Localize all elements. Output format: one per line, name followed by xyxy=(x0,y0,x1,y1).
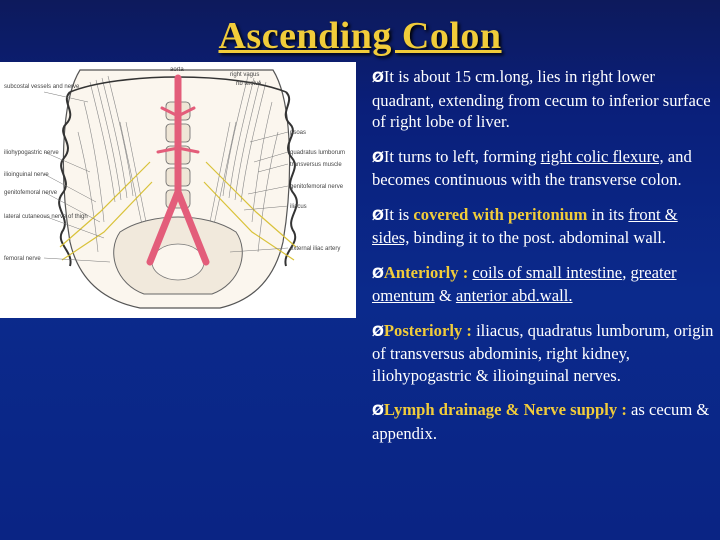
figure-label-left-4: genitofemoral nerve xyxy=(4,190,58,196)
highlighted-term: Lymph drainage & Nerve supply : xyxy=(383,400,627,419)
bullet-text: binding it to the post. abdominal wall. xyxy=(409,228,667,247)
underlined-term: anterior abd.wall. xyxy=(455,286,573,305)
arrow-bullet-icon: Ø xyxy=(372,207,384,224)
figure-label-right-6: transversus muscle xyxy=(290,162,342,168)
figure-label-right-8: iliacus xyxy=(290,204,307,210)
bullet-course xyxy=(372,146,717,191)
bullet-text: It is about 15 cm.long, lies in right lower quadrant, extending from cecum to inferior surface of right lobe of liver. xyxy=(372,67,711,131)
underlined-term: front & sides, xyxy=(372,204,678,247)
figure-label-right-4: psoas xyxy=(290,130,307,136)
underlined-term: coils of small intestine xyxy=(472,262,623,282)
bullet-anterior-relations xyxy=(372,262,717,307)
figure-label-right-1: aorta xyxy=(170,67,184,73)
underlined-term: right colic flexure, xyxy=(540,146,664,166)
bullet-text: as cecum & appendix. xyxy=(372,400,710,443)
bullet-text: in its xyxy=(587,204,629,224)
figure-label-right-9: external iliac artery xyxy=(290,246,341,252)
arrow-bullet-icon: Ø xyxy=(372,323,384,340)
figure-label-right-3: rib twelve xyxy=(236,81,262,87)
highlighted-term: Posteriorly : xyxy=(383,320,472,340)
bullet-text: and becomes continuous with the transverse colon. xyxy=(372,146,692,189)
bullet-lymph-nerve xyxy=(372,399,717,444)
highlighted-term: Anteriorly : xyxy=(383,262,469,282)
anatomy-figure xyxy=(0,62,356,318)
figure-label-left-1: subcostal vessels and nerve xyxy=(4,84,80,90)
bullet-peritoneum xyxy=(372,204,717,249)
bullet-text: , xyxy=(622,262,631,282)
arrow-bullet-icon: Ø xyxy=(372,403,384,419)
bullet-text: iliacus, quadratus lumborum, origin of transversus abdominis, right kidney, iliohypogastric & ilioinguinal nerves. xyxy=(372,320,714,385)
bullet-text: & xyxy=(434,286,456,305)
figure-label-left-5: lateral cutaneous nerve of thigh xyxy=(4,214,88,220)
bullet-text: It turns to left, forming xyxy=(383,146,541,166)
highlighted-term: covered with peritonium xyxy=(413,204,588,224)
bullet-list xyxy=(372,66,717,457)
bullet-posterior-relations xyxy=(372,320,717,387)
posterior-abdominal-wall-illustration xyxy=(0,62,356,318)
figure-label-right-7: genitofemoral nerve xyxy=(290,184,344,190)
underlined-term: greater omentum xyxy=(372,262,677,305)
figure-label-right-5: quadratus lumborum xyxy=(290,150,346,156)
arrow-bullet-icon: Ø xyxy=(372,70,384,86)
bullet-location xyxy=(372,66,717,133)
bullet-text: It is xyxy=(383,204,414,224)
figure-label-left-3: ilioinguinal nerve xyxy=(4,172,49,178)
figure-label-left-2: iliohypogastric nerve xyxy=(4,150,59,156)
slide-title: Ascending Colon xyxy=(218,15,502,57)
arrow-bullet-icon: Ø xyxy=(372,265,384,282)
figure-label-right-2: right vagus xyxy=(230,72,260,78)
figure-label-left-6: femoral nerve xyxy=(4,256,41,262)
arrow-bullet-icon: Ø xyxy=(372,149,384,166)
